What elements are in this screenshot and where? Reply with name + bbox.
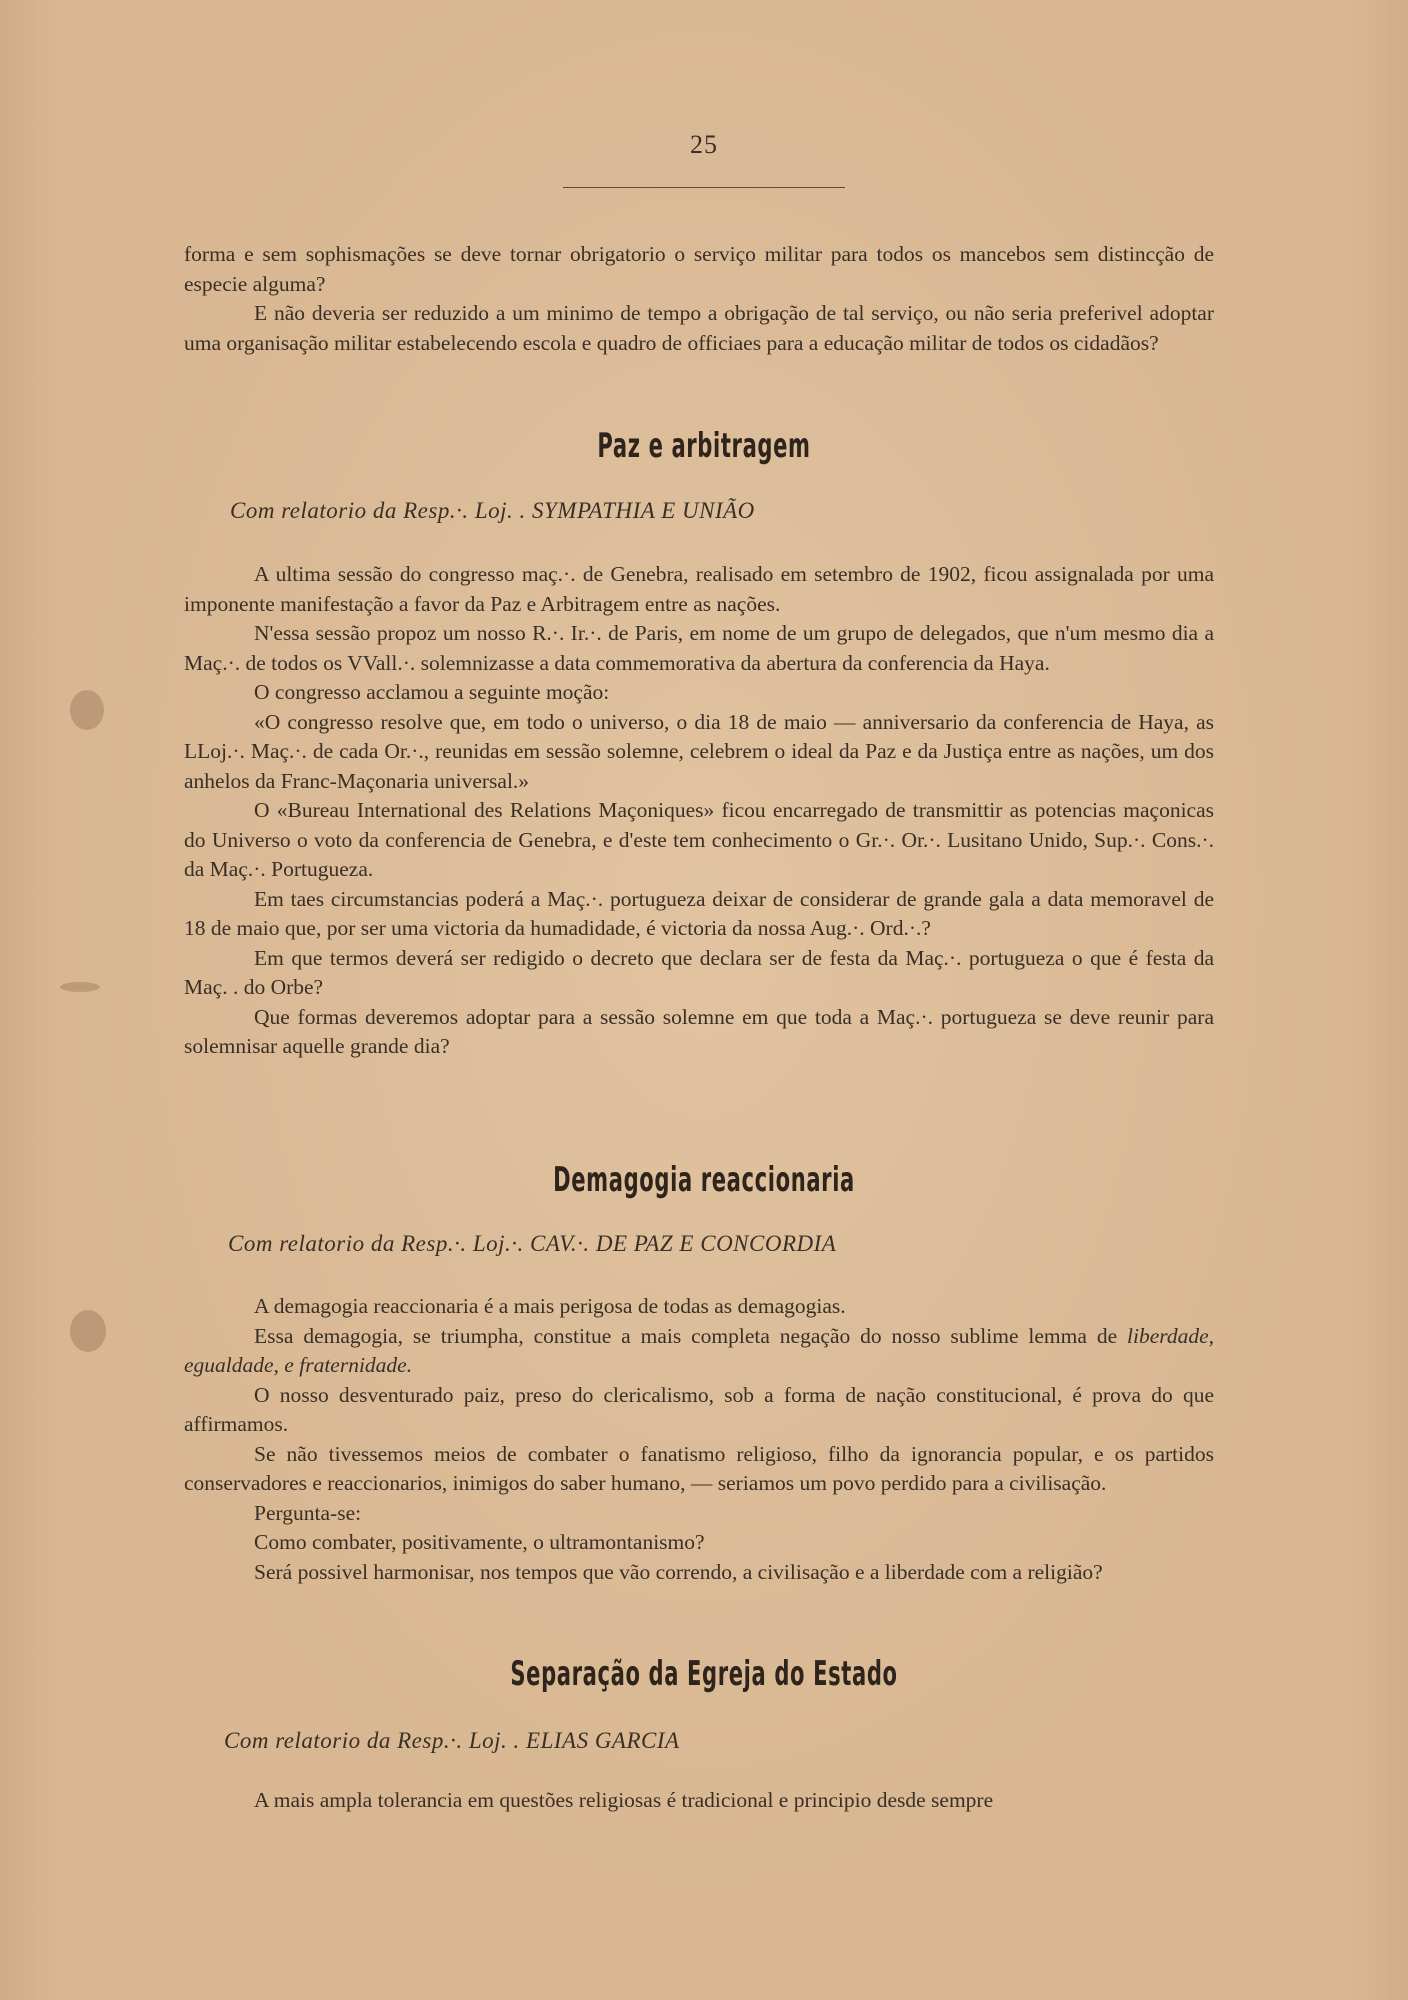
paragraph: E não deveria ser reduzido a um minimo de tempo a obrigação de tal serviço, ou não seria preferivel adoptar uma organisação militar estabelecendo escola e quadro de officiaes para a educação militar de todos os cidadãos?: [184, 301, 1214, 355]
paragraph: N'essa sessão propoz um nosso R.·. Ir.·. de Paris, em nome de um grupo de delegados, que n'um mesmo dia a Maç.·. de todos os VVall.·. solemnizasse a data commemorativa da abertura da conferencia da Haya.: [184, 621, 1214, 675]
paragraph: A mais ampla tolerancia em questões religiosas é tradicional e principio desde sempre: [254, 1788, 994, 1812]
paragraph: O congresso acclamou a seguinte moção:: [254, 680, 610, 704]
section-title-paz: Paz e arbitragem: [597, 426, 811, 466]
section-body-separacao: [184, 1786, 1214, 1816]
paragraph: O nosso desventurado paiz, preso do clericalismo, sob a forma de nação constitucional, é prova do que affirmamos.: [184, 1382, 1214, 1436]
section-title-demagogia: Demagogia reaccionaria: [553, 1160, 855, 1200]
paragraph: Pergunta-se:: [254, 1500, 362, 1525]
paragraph: Que formas deveremos adoptar para a sessão solemne em que toda a Maç.·. portugueza se deve reunir para solemnisar aquelle grande dia?: [184, 1004, 1214, 1058]
stain-mark: [70, 690, 104, 730]
paragraph: Em que termos deverá ser redigido o decreto que declara ser de festa da Maç.·. portugueza o que é festa da Maç. . do Orbe?: [184, 945, 1214, 999]
paragraph-text: Essa demagogia, se triumpha, constitue a mais completa negação do nosso sublime lemma de: [254, 1323, 1128, 1348]
paragraph: O «Bureau International des Relations Maçoniques» ficou encarregado de transmittir as potencias maçonicas do Universo o voto da conferencia de Genebra, e d'este tem conhecimento o Gr.·. Or.·. Lusitano Unido, Sup.·. Cons.·. da Maç.·. Portugueza.: [184, 798, 1214, 881]
stain-mark: [70, 1310, 106, 1352]
paragraph: forma e sem sophismações se deve tornar obrigatorio o serviço militar para todos os mancebos sem distincção de especie alguma?: [184, 242, 1214, 296]
page-number: 25: [690, 130, 718, 159]
paragraph: Como combater, positivamente, o ultramontanismo?: [254, 1530, 705, 1554]
section-body-demagogia: [184, 1292, 1214, 1587]
section-relator: Com relatorio da Resp.·. Loj. . ELIAS GARCIA: [224, 1728, 680, 1753]
motto-italic: liberdade, egualdade, e fraternidade.: [184, 1323, 1214, 1377]
intro-text: [184, 240, 1214, 358]
header-rule: [563, 187, 845, 188]
paragraph: A ultima sessão do congresso maç.·. de Genebra, realisado em setembro de 1902, ficou assignalada por uma imponente manifestação a favor da Paz e Arbitragem entre as nações.: [184, 562, 1214, 616]
paragraph: «O congresso resolve que, em todo o universo, o dia 18 de maio — anniversario da conferencia de Haya, as LLoj.·. Maç.·. de cada Or.·., reunidas em sessão solemne, celebrem o ideal da Paz e da Justiça entre as nações, um dos anhelos da Franc-Maçonaria universal.»: [184, 709, 1214, 793]
paragraph: Se não tivessemos meios de combater o fanatismo religioso, filho da ignorancia popular, e os partidos conservadores e reaccionarios, inimigos do saber humano, — seriamos um povo perdido para a civilisação.: [184, 1441, 1214, 1495]
paragraph: [184, 1322, 1214, 1381]
paragraph: Em taes circumstancias poderá a Maç.·. portugueza deixar de considerar de grande gala a data memoravel de 18 de maio que, por ser uma victoria da humadidade, é victoria da nossa Aug.·. Ord.·.?: [184, 886, 1214, 940]
section-relator: Com relatorio da Resp.·. Loj.·. CAV.·. DE PAZ E CONCORDIA: [228, 1231, 837, 1256]
paragraph: A demagogia reaccionaria é a mais perigosa de todas as demagogias.: [254, 1294, 846, 1318]
stain-mark: [60, 982, 100, 992]
section-relator: Com relatorio da Resp.·. Loj. . SYMPATHIA E UNIÃO: [230, 498, 755, 523]
section-body-paz: [184, 560, 1214, 1062]
section-title-separacao: Separação da Egreja do Estado: [510, 1654, 898, 1694]
paragraph: Será possivel harmonisar, nos tempos que vão correndo, a civilisação e a liberdade com a religião?: [254, 1559, 1103, 1584]
